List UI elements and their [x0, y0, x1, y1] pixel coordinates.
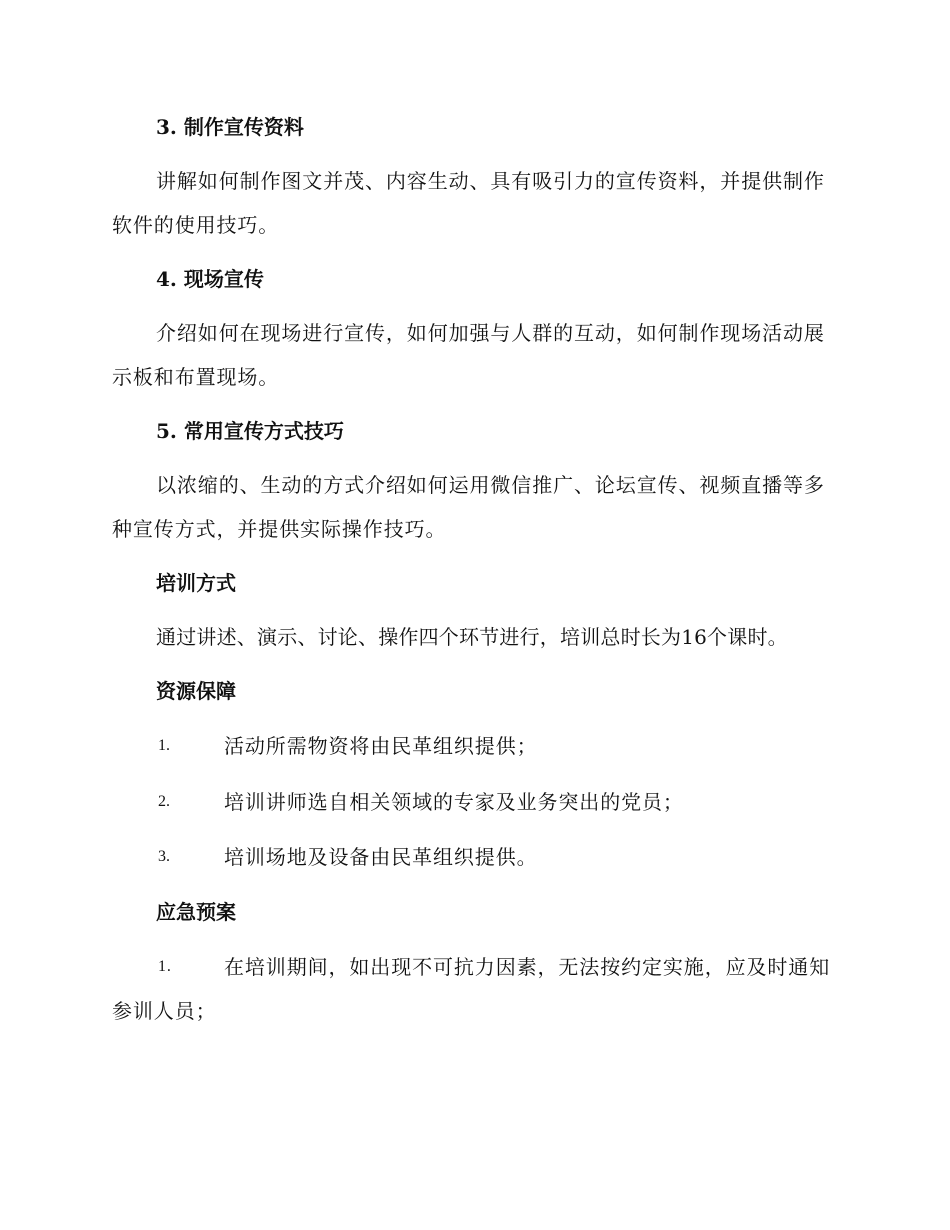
list-item-text: 在培训期间，如出现不可抗力因素，无法按约定实施，应及时通知参训人员； [112, 955, 831, 1023]
list-item-text: 培训讲师选自相关领域的专家及业务突出的党员； [224, 790, 684, 814]
section-heading-4: 4. 现场宣传 [156, 267, 264, 291]
section-body-4: 介绍如何在现场进行宣传，如何加强与人群的互动，如何制作现场活动展示板和布置现场。 [112, 321, 825, 389]
section-heading-3: 3. 制作宣传资料 [156, 115, 304, 139]
list-number: 3. [158, 848, 170, 865]
list-number: 2. [158, 793, 170, 810]
resources-heading: 资源保障 [156, 679, 236, 703]
section-body-3: 讲解如何制作图文并茂、内容生动、具有吸引力的宣传资料，并提供制作软件的使用技巧。 [112, 169, 825, 237]
list-item-text: 培训场地及设备由民革组织提供。 [224, 845, 538, 869]
section-heading-5: 5. 常用宣传方式技巧 [156, 419, 344, 443]
section-body-5: 以浓缩的、生动的方式介绍如何运用微信推广、论坛宣传、视频直播等多种宣传方式，并提供实际操作技巧。 [112, 473, 825, 541]
training-method-heading: 培训方式 [156, 571, 236, 595]
emergency-item-1 [112, 945, 834, 1033]
emergency-heading: 应急预案 [156, 900, 236, 924]
training-method-body: 通过讲述、演示、讨论、操作四个环节进行，培训总时长为16个课时。 [156, 625, 788, 649]
list-number: 1. [158, 737, 170, 754]
list-number: 1. [158, 958, 172, 975]
list-item-text: 活动所需物资将由民革组织提供； [224, 734, 538, 758]
